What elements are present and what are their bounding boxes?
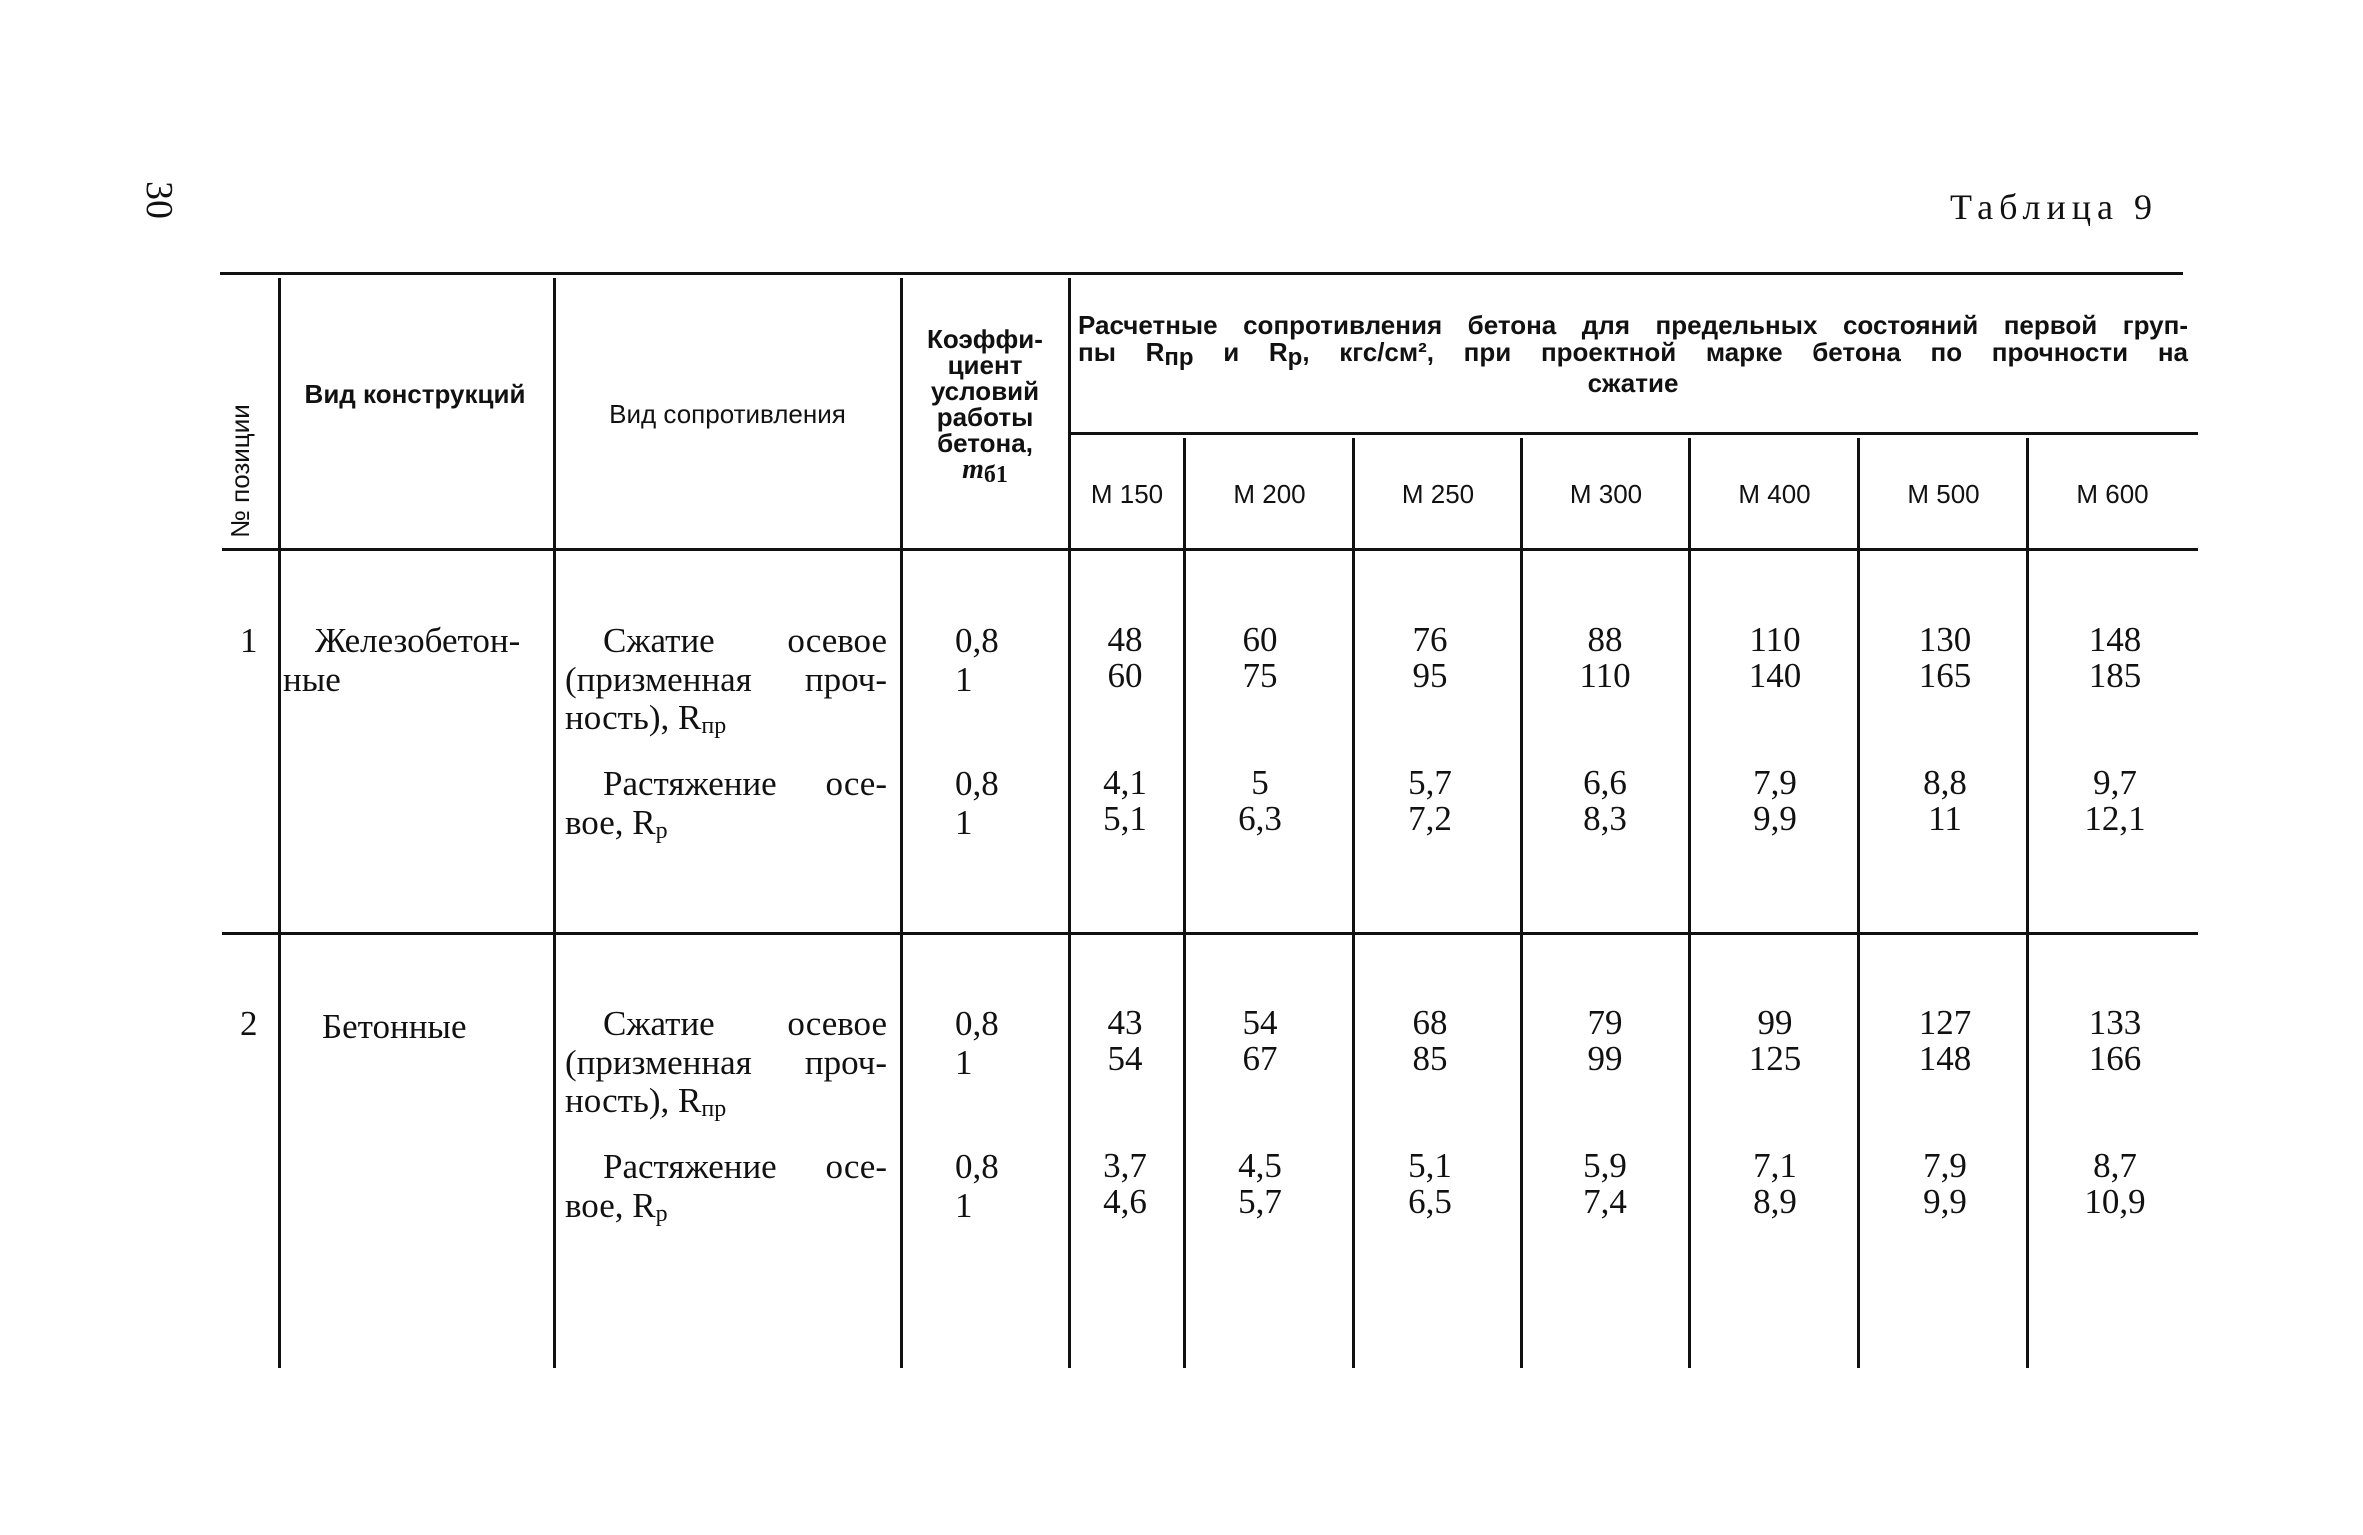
value-cell: 110 140 [1748, 620, 1802, 695]
value-cell: 79 99 [1587, 1003, 1623, 1078]
resistance-line: вое, Rр [565, 802, 668, 844]
col-divider [1352, 438, 1355, 1368]
resistance-line: (призменная проч- [565, 659, 887, 699]
header-resistance: Вид сопротивления [609, 399, 846, 429]
grade-header: М 600 [2076, 479, 2149, 509]
grade-header: М 200 [1233, 479, 1306, 509]
grade-header: М 400 [1738, 479, 1811, 509]
resistance-tension [565, 765, 887, 844]
coefficient-values: 0,8 1 [955, 764, 999, 842]
resistance-line: ность), Rпр [565, 698, 727, 739]
resistance-compression [565, 1005, 887, 1122]
coef-line: Коэффи- [927, 324, 1043, 354]
value-cell: 5,1 6,5 [1408, 1146, 1452, 1221]
resistance-line: ность), Rпр [565, 1081, 727, 1122]
col-divider [900, 278, 903, 1368]
coef-line: условий [930, 376, 1040, 406]
col-divider [2026, 438, 2029, 1368]
grade-header: М 300 [1569, 479, 1643, 509]
value-cell: 127 148 [1918, 1003, 1972, 1078]
resistance-line: Сжатие осевое [603, 621, 887, 660]
grade-header: М 250 [1401, 479, 1475, 509]
resistance-line: Сжатие осевое [603, 1004, 887, 1043]
value-cell: 48 60 [1107, 620, 1143, 695]
header-position: № позиции [225, 404, 255, 538]
table-caption: Таблица 9 [1950, 187, 2158, 227]
value-cell: 5,7 7,2 [1408, 763, 1452, 838]
value-cell: 148 185 [2088, 620, 2142, 695]
row-number: 2 [240, 1004, 258, 1043]
header-coefficient [910, 326, 1060, 487]
col-divider [1520, 438, 1523, 1368]
coef-symbol: mб1 [962, 454, 1008, 488]
construction-type [283, 622, 551, 699]
coef-line: бетона, [937, 428, 1033, 458]
value-cell: 7,9 9,9 [1753, 763, 1797, 838]
value-cell: 6,6 8,3 [1583, 763, 1627, 838]
group-line-1: Расчетные сопротивления бетона для предельных состояний первой груп- [1078, 310, 2188, 340]
construction-line: Железобетон- [315, 621, 521, 660]
resistance-tension [565, 1148, 887, 1227]
coef-line: циент [947, 350, 1023, 380]
value-cell: 5 6,3 [1238, 763, 1282, 838]
header-group [1078, 312, 2188, 398]
col-divider [278, 278, 281, 1368]
value-cell: 4,1 5,1 [1103, 763, 1147, 838]
resistance-line: (призменная проч- [565, 1042, 887, 1082]
value-cell: 133 166 [2088, 1003, 2142, 1078]
header-group-rule [1070, 432, 2198, 435]
page-number: 30 [138, 181, 180, 219]
value-cell: 7,9 9,9 [1923, 1146, 1967, 1221]
coefficient-values: 0,8 1 [955, 621, 999, 699]
col-divider [553, 278, 556, 1368]
value-cell: 88 110 [1579, 620, 1631, 695]
group-line-2: пы Rпр и Rр, кгс/см², при проектной марке бетона по прочности на [1078, 337, 2188, 372]
coefficient-values: 0,8 1 [955, 1004, 999, 1082]
construction-type: Бетонные [322, 1007, 467, 1046]
group-line-3: сжатие [1587, 368, 1679, 399]
col-divider [1688, 438, 1691, 1368]
col-divider [1183, 438, 1186, 1368]
value-cell: 8,8 11 [1923, 763, 1967, 838]
grade-header: М 150 [1090, 479, 1164, 509]
value-cell: 9,7 12,1 [2084, 763, 2146, 838]
resistance-line: Растяжение осе- [603, 764, 887, 803]
header-bottom-rule [222, 548, 2198, 551]
value-cell: 99 125 [1748, 1003, 1802, 1078]
value-cell: 54 67 [1242, 1003, 1278, 1078]
table-top-rule [220, 272, 2183, 275]
value-cell: 60 75 [1242, 620, 1278, 695]
coefficient-values: 0,8 1 [955, 1147, 999, 1225]
resistance-line: вое, Rр [565, 1185, 668, 1227]
resistance-line: Растяжение осе- [603, 1147, 887, 1186]
coef-line: работы [936, 402, 1034, 432]
value-cell: 76 95 [1412, 620, 1448, 695]
value-cell: 3,7 4,6 [1103, 1146, 1147, 1221]
row-number: 1 [240, 621, 258, 660]
grade-header: М 500 [1907, 479, 1980, 509]
header-construction: Вид конструкций [304, 379, 526, 409]
resistance-compression [565, 622, 887, 739]
value-cell: 43 54 [1107, 1003, 1143, 1078]
value-cell: 7,1 8,9 [1753, 1146, 1797, 1221]
value-cell: 5,9 7,4 [1583, 1146, 1627, 1221]
row-separator-rule [222, 932, 2198, 935]
value-cell: 4,5 5,7 [1238, 1146, 1282, 1221]
value-cell: 68 85 [1412, 1003, 1448, 1078]
construction-line: ные [283, 659, 341, 699]
value-cell: 130 165 [1918, 620, 1972, 695]
col-divider [1857, 438, 1860, 1368]
value-cell: 8,7 10,9 [2084, 1146, 2146, 1221]
